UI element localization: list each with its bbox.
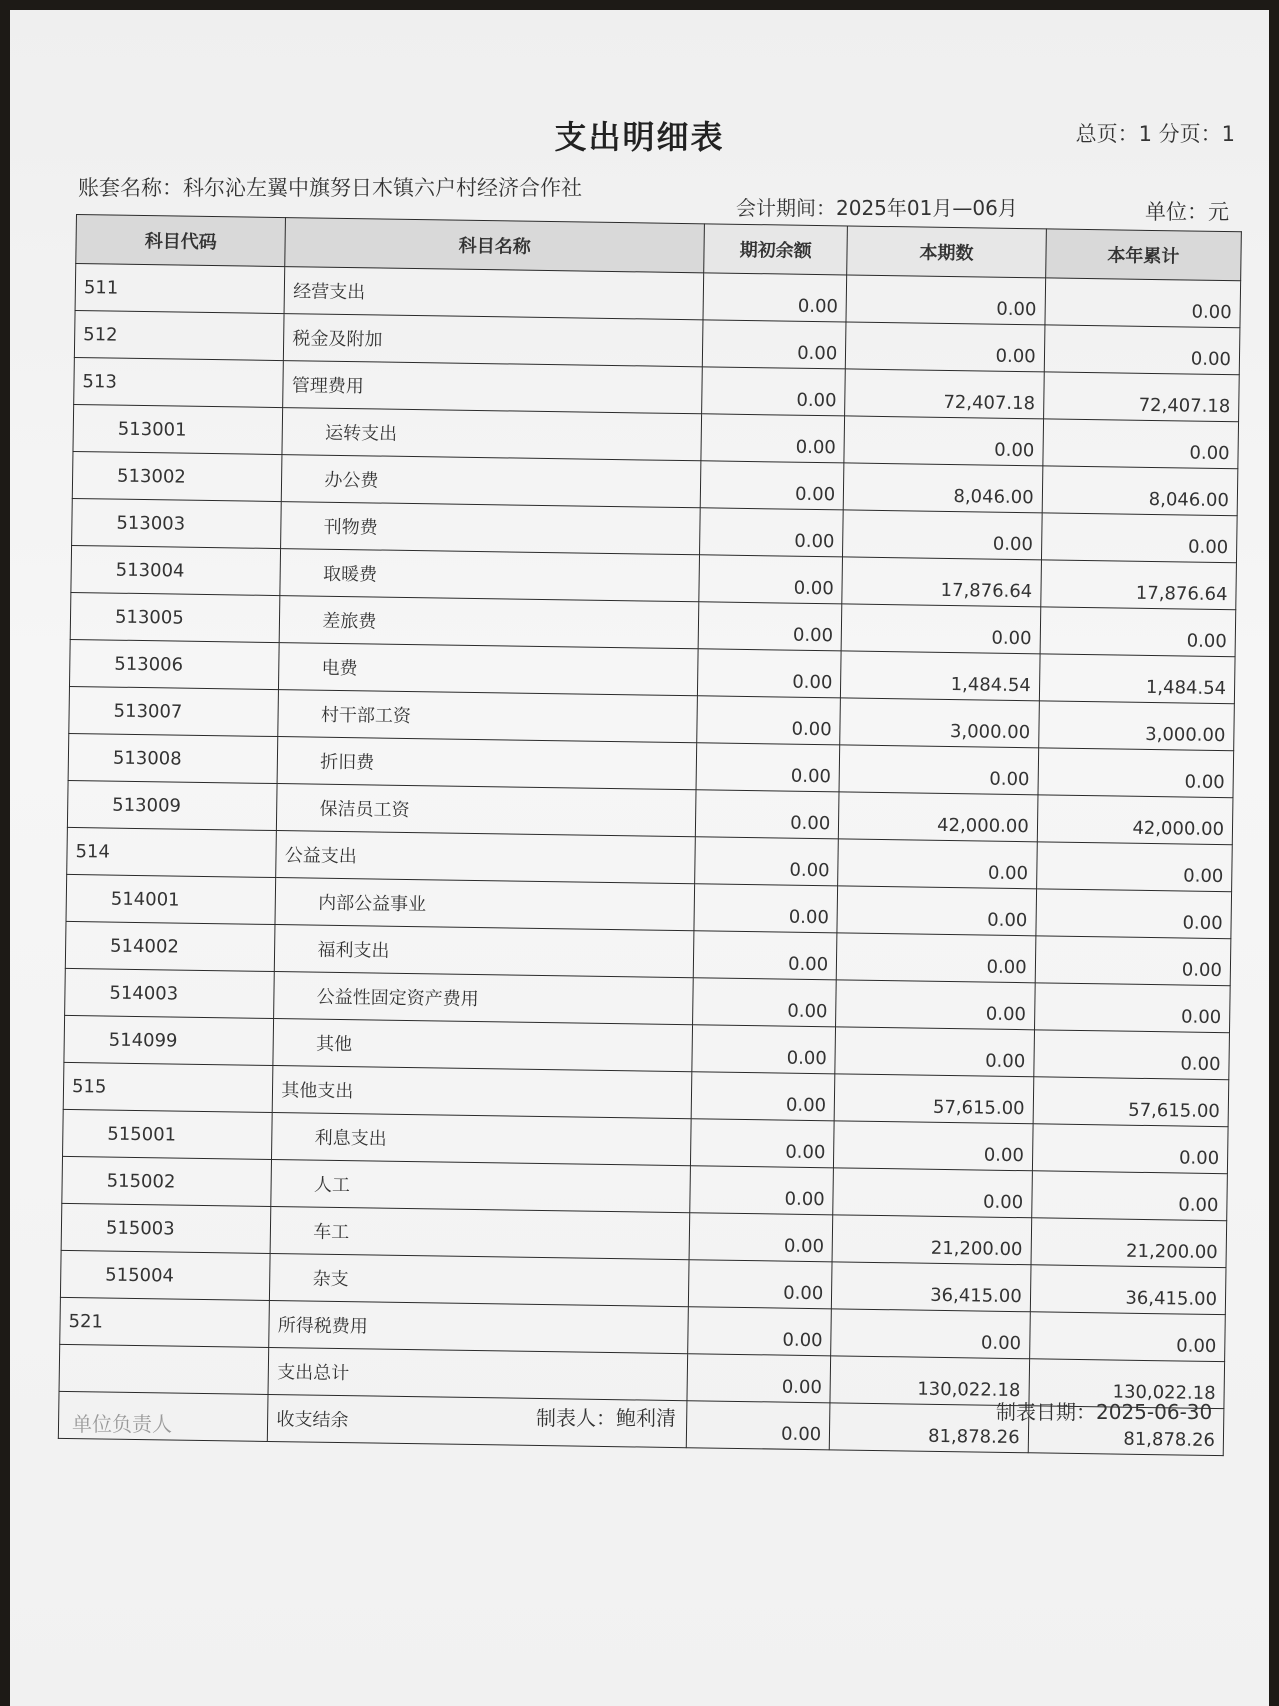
account-code-cell: 513003 [72,498,282,548]
opening-balance-cell: 0.00 [702,320,846,369]
account-code-cell: 512 [74,310,284,360]
year-to-date-cell: 42,000.00 [1037,795,1233,845]
account-name-cell: 差旅费 [280,596,699,649]
paper-sheet [10,10,1269,1706]
account-name-cell: 人工 [271,1160,690,1213]
page-title: 支出明细表 [554,118,725,156]
year-to-date-cell: 0.00 [1031,1171,1227,1221]
opening-balance-cell: 0.00 [696,743,840,792]
year-to-date-cell: 17,876.64 [1040,560,1236,610]
column-header-code: 科目代码 [76,215,286,267]
opening-balance-cell: 0.00 [688,1260,832,1309]
year-to-date-cell: 72,407.18 [1043,372,1239,422]
account-name-cell: 杂支 [270,1253,689,1306]
current-period-cell: 0.00 [833,1168,1032,1218]
opening-balance-cell: 0.00 [694,884,838,933]
year-to-date-cell: 0.00 [1034,983,1230,1033]
year-to-date-cell: 3,000.00 [1038,701,1234,751]
account-code-cell: 513008 [68,733,278,783]
opening-balance-cell: 0.00 [689,1213,833,1262]
opening-balance-cell: 0.00 [693,978,837,1027]
current-period-cell: 21,200.00 [832,1215,1031,1265]
year-to-date-cell: 0.00 [1034,1030,1230,1080]
account-code-cell: 513009 [67,780,277,830]
current-period-cell: 81,878.26 [829,1403,1028,1453]
account-code-cell: 514001 [66,874,276,924]
year-to-date-cell: 0.00 [1038,748,1234,798]
year-to-date-cell: 57,615.00 [1033,1077,1229,1127]
account-name-cell: 保洁员工资 [277,784,696,837]
account-code-cell: 513004 [71,545,281,595]
current-period-cell: 8,046.00 [843,463,1042,513]
account-code-cell: 514002 [65,921,275,971]
account-code-cell: 513002 [72,451,282,501]
year-to-date-cell: 0.00 [1040,607,1236,657]
year-to-date-cell: 8,046.00 [1042,466,1238,516]
current-period-cell: 0.00 [846,322,1045,372]
opening-balance-cell: 0.00 [700,508,844,557]
year-to-date-cell: 0.00 [1045,278,1241,328]
account-name-cell: 刊物费 [281,502,700,555]
opening-balance-cell: 0.00 [695,837,839,886]
current-period-cell: 0.00 [846,275,1045,325]
current-period-cell: 0.00 [834,1121,1033,1171]
account-code-cell: 515 [63,1062,273,1112]
current-period-cell: 130,022.18 [830,1356,1029,1406]
current-period-cell: 0.00 [838,839,1037,889]
current-period-cell: 0.00 [841,604,1040,654]
current-period-cell: 0.00 [835,1027,1034,1077]
account-name: 账套名称：科尔沁左翼中旗努日木镇六户村经济合作社 [78,176,582,200]
account-code-cell: 515003 [61,1203,271,1253]
expense-table [58,214,1242,1456]
column-header-name: 科目名称 [285,218,704,273]
opening-balance-cell: 0.00 [702,367,846,416]
current-period-cell: 0.00 [844,416,1043,466]
account-code-cell: 513005 [70,592,280,642]
account-code-cell: 514099 [64,1015,274,1065]
year-to-date-cell: 0.00 [1044,325,1240,375]
year-to-date-cell: 36,415.00 [1030,1265,1226,1315]
year-to-date-cell: 0.00 [1029,1312,1225,1362]
account-code-cell: 511 [75,264,285,314]
unit-head-label: 单位负责人 [72,1412,172,1436]
table-body [58,264,1240,1456]
opening-balance-cell: 0.00 [697,696,841,745]
account-code-cell: 513 [74,357,284,407]
account-name-cell: 车工 [270,1207,689,1260]
current-period-cell: 72,407.18 [845,369,1044,419]
account-name-cell: 福利支出 [275,925,694,978]
year-to-date-cell: 0.00 [1036,842,1232,892]
account-code-cell: 515004 [60,1250,270,1300]
preparer-label: 制表人：鲍利清 [536,1406,676,1430]
opening-balance-cell: 0.00 [703,273,847,322]
account-name-cell: 支出总计 [268,1347,687,1400]
opening-balance-cell: 0.00 [701,414,845,463]
account-name-cell: 其他 [273,1019,692,1072]
page-count: 总页：1 分页：1 [1075,122,1235,146]
account-name-cell: 经营支出 [284,267,703,320]
account-name-cell: 村干部工资 [278,690,697,743]
current-period-cell: 17,876.64 [842,557,1041,607]
account-code-cell: 515002 [62,1156,272,1206]
account-name-cell: 电费 [279,643,698,696]
account-name-cell: 税金及附加 [284,314,703,367]
account-name-cell: 其他支出 [273,1066,692,1119]
currency-unit: 单位：元 [1145,200,1229,224]
account-code-cell: 513006 [69,639,279,689]
opening-balance-cell: 0.00 [692,1025,836,1074]
account-name-cell: 折旧费 [277,737,696,790]
year-to-date-cell: 21,200.00 [1031,1218,1227,1268]
opening-balance-cell: 0.00 [699,555,843,604]
year-to-date-cell: 0.00 [1036,889,1232,939]
account-name-cell: 内部公益事业 [275,878,694,931]
account-code-cell: 513007 [69,686,279,736]
account-code-cell: 513001 [73,404,283,454]
column-header-current: 本期数 [847,226,1046,278]
current-period-cell: 0.00 [836,933,1035,983]
opening-balance-cell: 0.00 [686,1401,830,1450]
current-period-cell: 0.00 [831,1309,1030,1359]
prepared-date: 制表日期：2025-06-30 [996,1400,1213,1424]
account-name-cell: 公益支出 [276,831,695,884]
account-code-cell: 514003 [65,968,275,1018]
column-header-opening: 期初余额 [704,224,848,275]
current-period-cell: 36,415.00 [832,1262,1031,1312]
account-name-cell: 管理费用 [283,361,702,414]
year-to-date-cell: 0.00 [1032,1124,1228,1174]
account-name-cell: 取暖费 [280,549,699,602]
year-to-date-cell: 81,878.26 [1028,1406,1224,1456]
current-period-cell: 0.00 [839,745,1038,795]
account-code-cell [59,1344,269,1394]
opening-balance-cell: 0.00 [691,1072,835,1121]
opening-balance-cell: 0.00 [700,461,844,510]
account-name-cell: 收支结余 [268,1394,687,1447]
account-code-cell: 521 [60,1297,270,1347]
current-period-cell: 1,484.54 [841,651,1040,701]
current-period-cell: 0.00 [836,980,1035,1030]
column-header-ytd: 本年累计 [1045,229,1241,281]
current-period-cell: 57,615.00 [834,1074,1033,1124]
account-code-cell: 515001 [63,1109,273,1159]
opening-balance-cell: 0.00 [698,602,842,651]
account-name-cell: 利息支出 [272,1113,691,1166]
year-to-date-cell: 130,022.18 [1029,1359,1225,1409]
accounting-period: 会计期间：2025年01月—06月 [736,196,1018,220]
current-period-cell: 0.00 [837,886,1036,936]
account-name-cell: 所得税费用 [269,1300,688,1353]
year-to-date-cell: 1,484.54 [1039,654,1235,704]
current-period-cell: 0.00 [843,510,1042,560]
opening-balance-cell: 0.00 [690,1119,834,1168]
account-code-cell: 514 [67,827,277,877]
current-period-cell: 3,000.00 [840,698,1039,748]
opening-balance-cell: 0.00 [690,1166,834,1215]
year-to-date-cell: 0.00 [1043,419,1239,469]
opening-balance-cell: 0.00 [687,1354,831,1403]
opening-balance-cell: 0.00 [693,931,837,980]
year-to-date-cell: 0.00 [1035,936,1231,986]
account-name-cell: 运转支出 [282,408,701,461]
account-name-cell: 公益性固定资产费用 [274,972,693,1025]
opening-balance-cell: 0.00 [695,790,839,839]
opening-balance-cell: 0.00 [697,649,841,698]
account-name-cell: 办公费 [282,455,701,508]
current-period-cell: 42,000.00 [839,792,1038,842]
year-to-date-cell: 0.00 [1041,513,1237,563]
opening-balance-cell: 0.00 [688,1307,832,1356]
